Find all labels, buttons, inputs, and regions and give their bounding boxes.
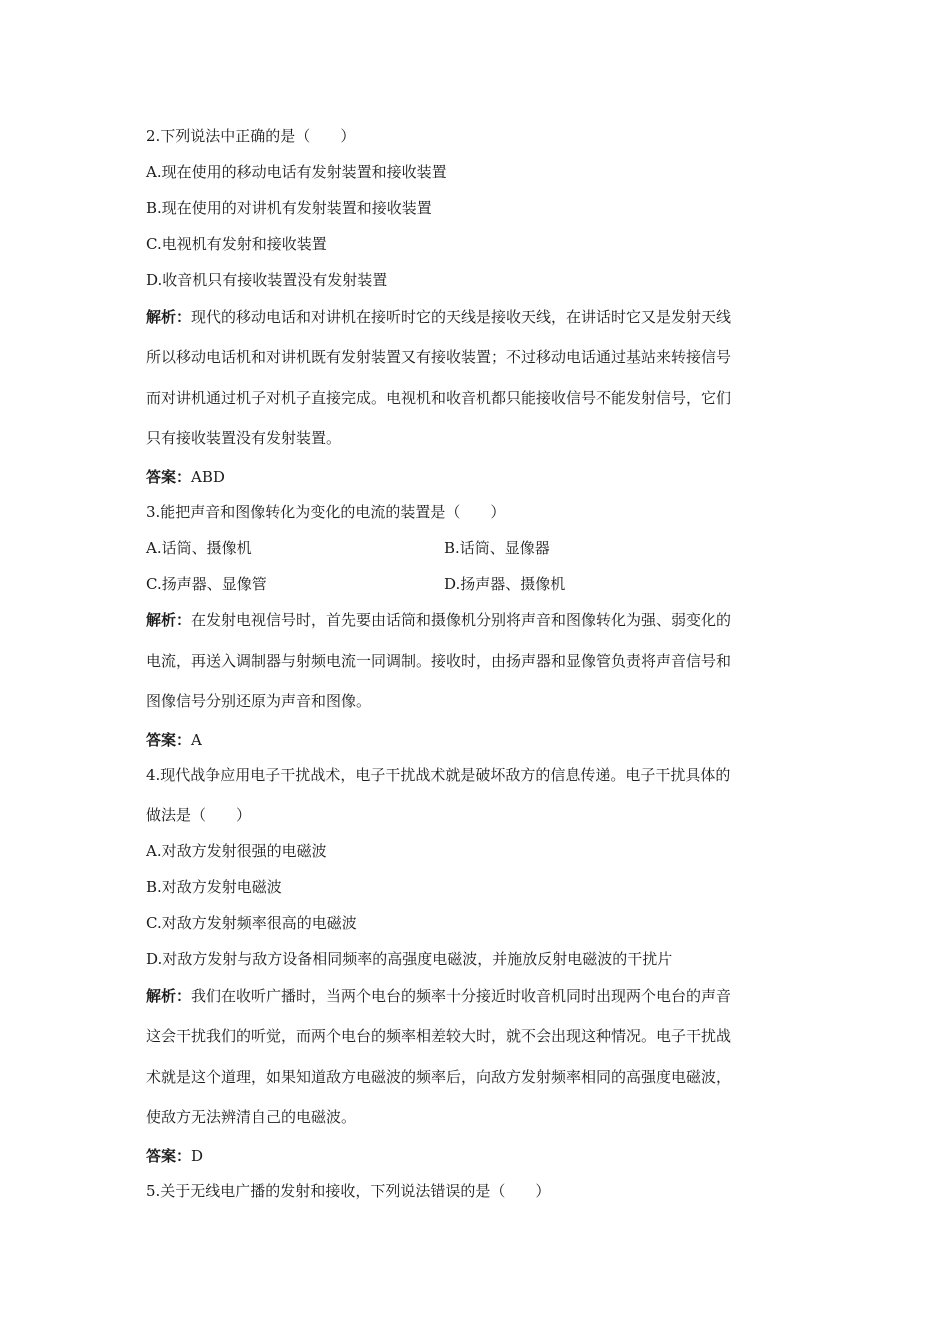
q3-analysis-line-1 <box>146 610 731 630</box>
q3-answer-value: A <box>191 731 202 749</box>
q3-option-c: C.扬声器、显像管 <box>146 575 267 593</box>
q2-analysis-line-2: 所以移动电话机和对讲机既有发射装置又有接收装置；不过移动电话通过基站来转接信号 <box>146 348 732 366</box>
q4-analysis-line-1 <box>146 986 731 1006</box>
q4-stem-line-1: 4.现代战争应用电子干扰战术，电子干扰战术就是破坏敌方的信息传递。电子干扰具体的 <box>146 766 731 784</box>
q2-analysis-line-4: 只有接收装置没有发射装置。 <box>146 429 342 447</box>
q2-option-c: C.电视机有发射和接收装置 <box>146 235 327 253</box>
q3-analysis-line-3: 图像信号分别还原为声音和图像。 <box>146 692 372 710</box>
q3-stem: 3.能把声音和图像转化为变化的电流的装置是（ ） <box>146 503 506 521</box>
q4-analysis-label: 解析： <box>146 987 192 1005</box>
q4-answer-line <box>146 1146 203 1166</box>
q4-option-b: B.对敌方发射电磁波 <box>146 878 282 896</box>
q5-stem: 5.关于无线电广播的发射和接收，下列说法错误的是（ ） <box>146 1182 551 1200</box>
q3-analysis-text-1: 在发射电视信号时，首先要由话筒和摄像机分别将声音和图像转化为强、弱变化的 <box>191 611 732 629</box>
q4-analysis-line-4: 使敌方无法辨清自己的电磁波。 <box>146 1108 357 1126</box>
q3-answer-label: 答案： <box>146 731 192 749</box>
q3-analysis-label: 解析： <box>146 611 192 629</box>
q3-option-d: D.扬声器、摄像机 <box>444 575 566 593</box>
q2-answer-line <box>146 467 225 487</box>
q2-analysis-text-1: 现代的移动电话和对讲机在接听时它的天线是接收天线，在讲话时它又是发射天线 <box>191 308 732 326</box>
q3-option-a: A.话筒、摄像机 <box>146 539 252 557</box>
q4-option-a: A.对敌方发射很强的电磁波 <box>146 842 327 860</box>
q4-analysis-line-3: 术就是这个道理，如果知道敌方电磁波的频率后，向敌方发射频率相同的高强度电磁波， <box>146 1068 732 1086</box>
q4-analysis-text-1: 我们在收听广播时，当两个电台的频率十分接近时收音机同时出现两个电台的声音 <box>191 987 732 1005</box>
q4-option-c: C.对敌方发射频率很高的电磁波 <box>146 914 357 932</box>
q4-answer-value: D <box>191 1147 204 1165</box>
q2-answer-label: 答案： <box>146 468 192 486</box>
q2-analysis-line-3: 而对讲机通过机子对机子直接完成。电视机和收音机都只能接收信号不能发射信号，它们 <box>146 389 732 407</box>
q3-option-b: B.话筒、显像器 <box>444 539 550 557</box>
q4-option-d: D.对敌方发射与敌方设备相同频率的高强度电磁波，并施放反射电磁波的干扰片 <box>146 950 673 968</box>
q4-analysis-line-2: 这会干扰我们的听觉，而两个电台的频率相差较大时，就不会出现这种情况。电子干扰战 <box>146 1027 732 1045</box>
q2-option-d: D.收音机只有接收装置没有发射装置 <box>146 271 388 289</box>
q3-analysis-line-2: 电流，再送入调制器与射频电流一同调制。接收时，由扬声器和显像管负责将声音信号和 <box>146 652 732 670</box>
q2-analysis-line-1 <box>146 307 731 327</box>
q2-stem: 2.下列说法中正确的是（ ） <box>146 127 356 145</box>
q2-analysis-label: 解析： <box>146 308 192 326</box>
q2-option-b: B.现在使用的对讲机有发射装置和接收装置 <box>146 199 432 217</box>
q2-answer-value: ABD <box>191 468 225 486</box>
q3-answer-line <box>146 730 202 750</box>
q2-option-a: A.现在使用的移动电话有发射装置和接收装置 <box>146 163 447 181</box>
q4-stem-line-2: 做法是（ ） <box>146 806 252 824</box>
q4-answer-label: 答案： <box>146 1147 192 1165</box>
